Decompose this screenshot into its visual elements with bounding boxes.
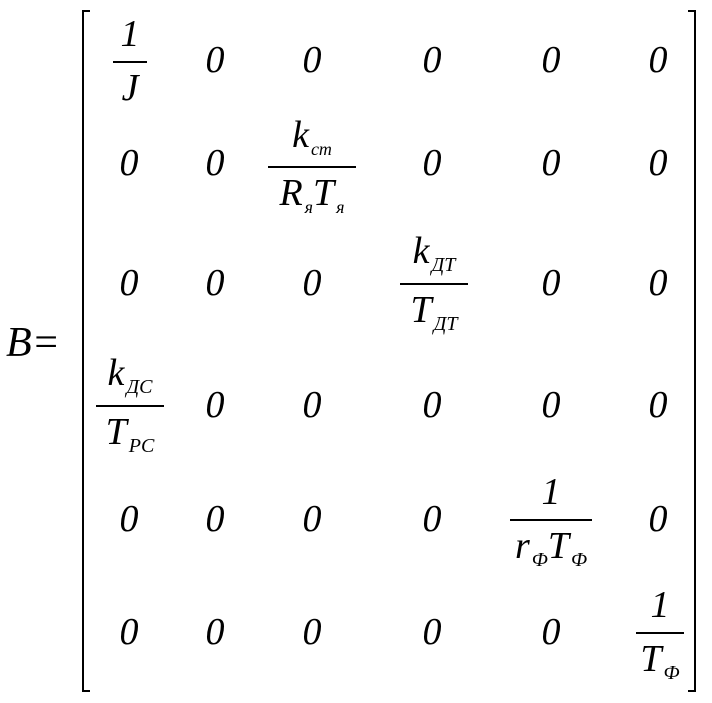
cell-r6c3: 0	[302, 611, 322, 653]
cell-r4c4: 0	[422, 384, 442, 426]
cell-r6c1: 0	[119, 611, 139, 653]
cell-r5c1: 0	[119, 498, 139, 540]
fraction-bar	[400, 283, 468, 285]
cell-r1c5: 0	[541, 39, 561, 81]
cell-r5c4: 0	[422, 498, 442, 540]
cell-r3c4	[400, 232, 468, 334]
numerator: 1	[541, 471, 561, 513]
numerator: 1	[650, 584, 670, 626]
denominator: T $_{ДТ}$	[410, 289, 458, 335]
cell-r2c6: 0	[648, 142, 668, 184]
cell-r6c5: 0	[541, 611, 561, 653]
denominator: J	[121, 67, 139, 109]
cell-r4c6: 0	[648, 384, 668, 426]
fraction-bar	[510, 519, 592, 521]
cell-r3c1: 0	[119, 262, 139, 304]
cell-r6c6	[636, 586, 684, 683]
cell-r1c2: 0	[205, 39, 225, 81]
equals-sign: =	[31, 320, 60, 366]
numerator: k $_{ст}$	[292, 114, 332, 159]
cell-r2c5: 0	[541, 142, 561, 184]
fraction-bar	[96, 405, 164, 407]
denominator: r $_Ф$T $_Ф$	[514, 525, 588, 571]
cell-r1c4: 0	[422, 39, 442, 81]
denominator: R $_я$T $_я$	[279, 172, 345, 217]
fraction-bar	[636, 632, 684, 634]
fraction-bar	[268, 166, 356, 168]
cell-r3c5: 0	[541, 262, 561, 304]
cell-r4c5: 0	[541, 384, 561, 426]
cell-r6c2: 0	[205, 611, 225, 653]
cell-r4c3: 0	[302, 384, 322, 426]
cell-r1c3: 0	[302, 39, 322, 81]
cell-r4c1	[96, 354, 164, 456]
numerator: k $_{ДТ}$	[412, 230, 456, 276]
cell-r3c6: 0	[648, 262, 668, 304]
numerator: 1	[120, 13, 140, 55]
cell-r5c2: 0	[205, 498, 225, 540]
cell-r5c6: 0	[648, 498, 668, 540]
left-bracket	[82, 10, 90, 692]
cell-r1c6: 0	[648, 39, 668, 81]
cell-r5c3: 0	[302, 498, 322, 540]
cell-r2c3	[268, 116, 356, 216]
fraction-bar	[113, 61, 147, 63]
denominator: T $_Ф$	[640, 638, 680, 684]
matrix-label	[6, 322, 60, 364]
numerator: k $_{ДС}$	[107, 352, 153, 398]
cell-r2c2: 0	[205, 142, 225, 184]
cell-r1c1	[113, 15, 147, 107]
cell-r3c3: 0	[302, 262, 322, 304]
cell-r2c4: 0	[422, 142, 442, 184]
cell-r2c1: 0	[119, 142, 139, 184]
right-bracket	[688, 10, 696, 692]
cell-r3c2: 0	[205, 262, 225, 304]
cell-r4c2: 0	[205, 384, 225, 426]
matrix-symbol: B	[6, 320, 32, 366]
cell-r5c5	[510, 473, 592, 570]
denominator: T $_{РС}$	[105, 411, 155, 457]
cell-r6c4: 0	[422, 611, 442, 653]
